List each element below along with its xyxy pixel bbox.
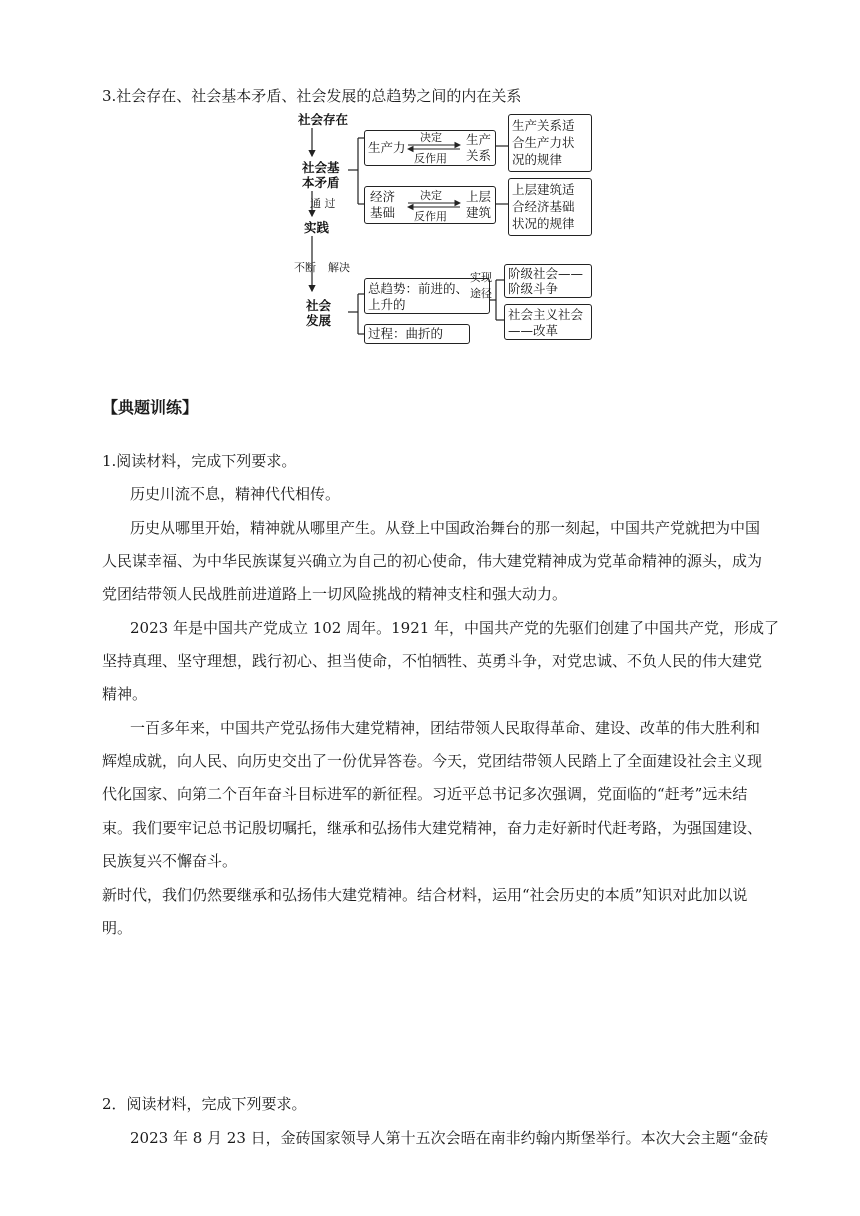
node-superstructure-line1: 上层 <box>466 189 492 204</box>
socialist-society-line1: 社会主义社会 <box>508 307 584 322</box>
label-resolve: 解决 <box>328 261 350 274</box>
law1-line3: 况的规律 <box>512 152 563 167</box>
label-decide-2: 决定 <box>420 189 442 202</box>
law1-line2: 合生产力状 <box>512 135 575 150</box>
law1-line1: 生产关系适 <box>512 118 575 133</box>
q1-paragraph-line: 辉煌成就，向人民、向历史交出了一份优异答卷。今天，党团结带领人民踏上了全面建设社会主义现 <box>102 752 763 770</box>
label-through: 通 过 <box>310 197 336 210</box>
q1-paragraph-line: 精神。 <box>102 685 148 703</box>
law2-line2: 合经济基础 <box>512 199 575 214</box>
class-society-line1: 阶级社会—— <box>508 266 584 281</box>
q1-paragraph-line: 人民谋幸福、为中华民族谋复兴确立为自己的初心使命，伟大建党精神成为党革命精神的源头，成为 <box>102 552 763 570</box>
node-productivity: 生产力 <box>368 140 406 155</box>
node-basic-contradiction-line1: 社会基 <box>302 160 340 175</box>
label-react-2: 反作用 <box>414 210 447 223</box>
node-economic-base-line1: 经济 <box>370 189 396 204</box>
node-basic-contradiction-line2: 本矛盾 <box>302 175 340 190</box>
section-title-training: 【典题训练】 <box>102 398 199 417</box>
label-react-1: 反作用 <box>414 152 447 165</box>
node-superstructure-line2: 建筑 <box>466 205 492 220</box>
q1-paragraph-line: 一百多年来，中国共产党弘扬伟大建党精神，团结带领人民取得革命、建设、改革的伟大胜利和 <box>130 719 761 737</box>
q1-paragraph-line: 束。我们要牢记总书记殷切嘱托，继承和弘扬伟大建党精神，奋力走好新时代赶考路，为强国建设、 <box>102 819 763 837</box>
node-production-relations-line2: 关系 <box>466 148 492 163</box>
trend-line1: 总趋势：前进的、 <box>368 281 469 296</box>
q1-paragraph-line: 2023 年是中国共产党成立 102 周年。1921 年，中国共产党的先驱们创建了中国共产党，形成了 <box>130 619 780 637</box>
label-realize-line1: 实现 <box>470 271 492 284</box>
socialist-society-line2: ——改革 <box>508 323 559 338</box>
q1-prompt: 1.阅读材料，完成下列要求。 <box>102 452 297 470</box>
q1-paragraph-line: 历史川流不息，精神代代相传。 <box>130 485 341 503</box>
diagram-heading: 3.社会存在、社会基本矛盾、社会发展的总趋势之间的内在关系 <box>102 87 522 105</box>
relationship-diagram <box>290 108 600 348</box>
q1-paragraph-line: 代化国家、向第二个百年奋斗目标进军的新征程。习近平总书记多次强调，党面临的“赶考”远未结 <box>102 785 748 803</box>
node-social-development-line1: 社会 <box>306 298 332 313</box>
q1-paragraph-line: 党团结带领人民战胜前进道路上一切风险挑战的精神支柱和强大动力。 <box>102 585 568 603</box>
q1-question-line: 明。 <box>102 919 133 937</box>
q1-paragraph-line: 历史从哪里开始，精神就从哪里产生。从登上中国政治舞台的那一刻起，中国共产党就把为中国 <box>130 519 761 537</box>
node-practice: 实践 <box>304 220 330 235</box>
node-social-development-line2: 发展 <box>306 313 332 328</box>
q1-paragraph-line: 坚持真理、坚守理想，践行初心、担当使命，不怕牺牲、英勇斗争，对党忠诚、不负人民的伟大建党 <box>102 652 763 670</box>
q1-paragraph-line: 民族复兴不懈奋斗。 <box>102 852 238 870</box>
trend-line2: 上升的 <box>368 297 406 312</box>
law2-line1: 上层建筑适 <box>512 182 575 197</box>
label-continuous: 不断 <box>294 261 316 274</box>
label-decide-1: 决定 <box>420 131 442 144</box>
law2-line3: 状况的规律 <box>512 216 575 231</box>
q1-question-line: 新时代，我们仍然要继承和弘扬伟大建党精神。结合材料，运用“社会历史的本质”知识对此加以说 <box>102 886 748 904</box>
label-realize-line2: 途径 <box>470 287 492 300</box>
node-social-existence: 社会存在 <box>298 112 349 127</box>
process-label: 过程：曲折的 <box>368 326 444 341</box>
node-production-relations-line1: 生产 <box>466 132 492 147</box>
q2-paragraph-line: 2023 年 8 月 23 日，金砖国家领导人第十五次会晤在南非约翰内斯堡举行。本次大会主题“金砖 <box>130 1129 769 1147</box>
class-society-line2: 阶级斗争 <box>508 281 559 296</box>
q2-prompt: 2．阅读材料，完成下列要求。 <box>102 1095 307 1113</box>
node-economic-base-line2: 基础 <box>370 205 396 220</box>
